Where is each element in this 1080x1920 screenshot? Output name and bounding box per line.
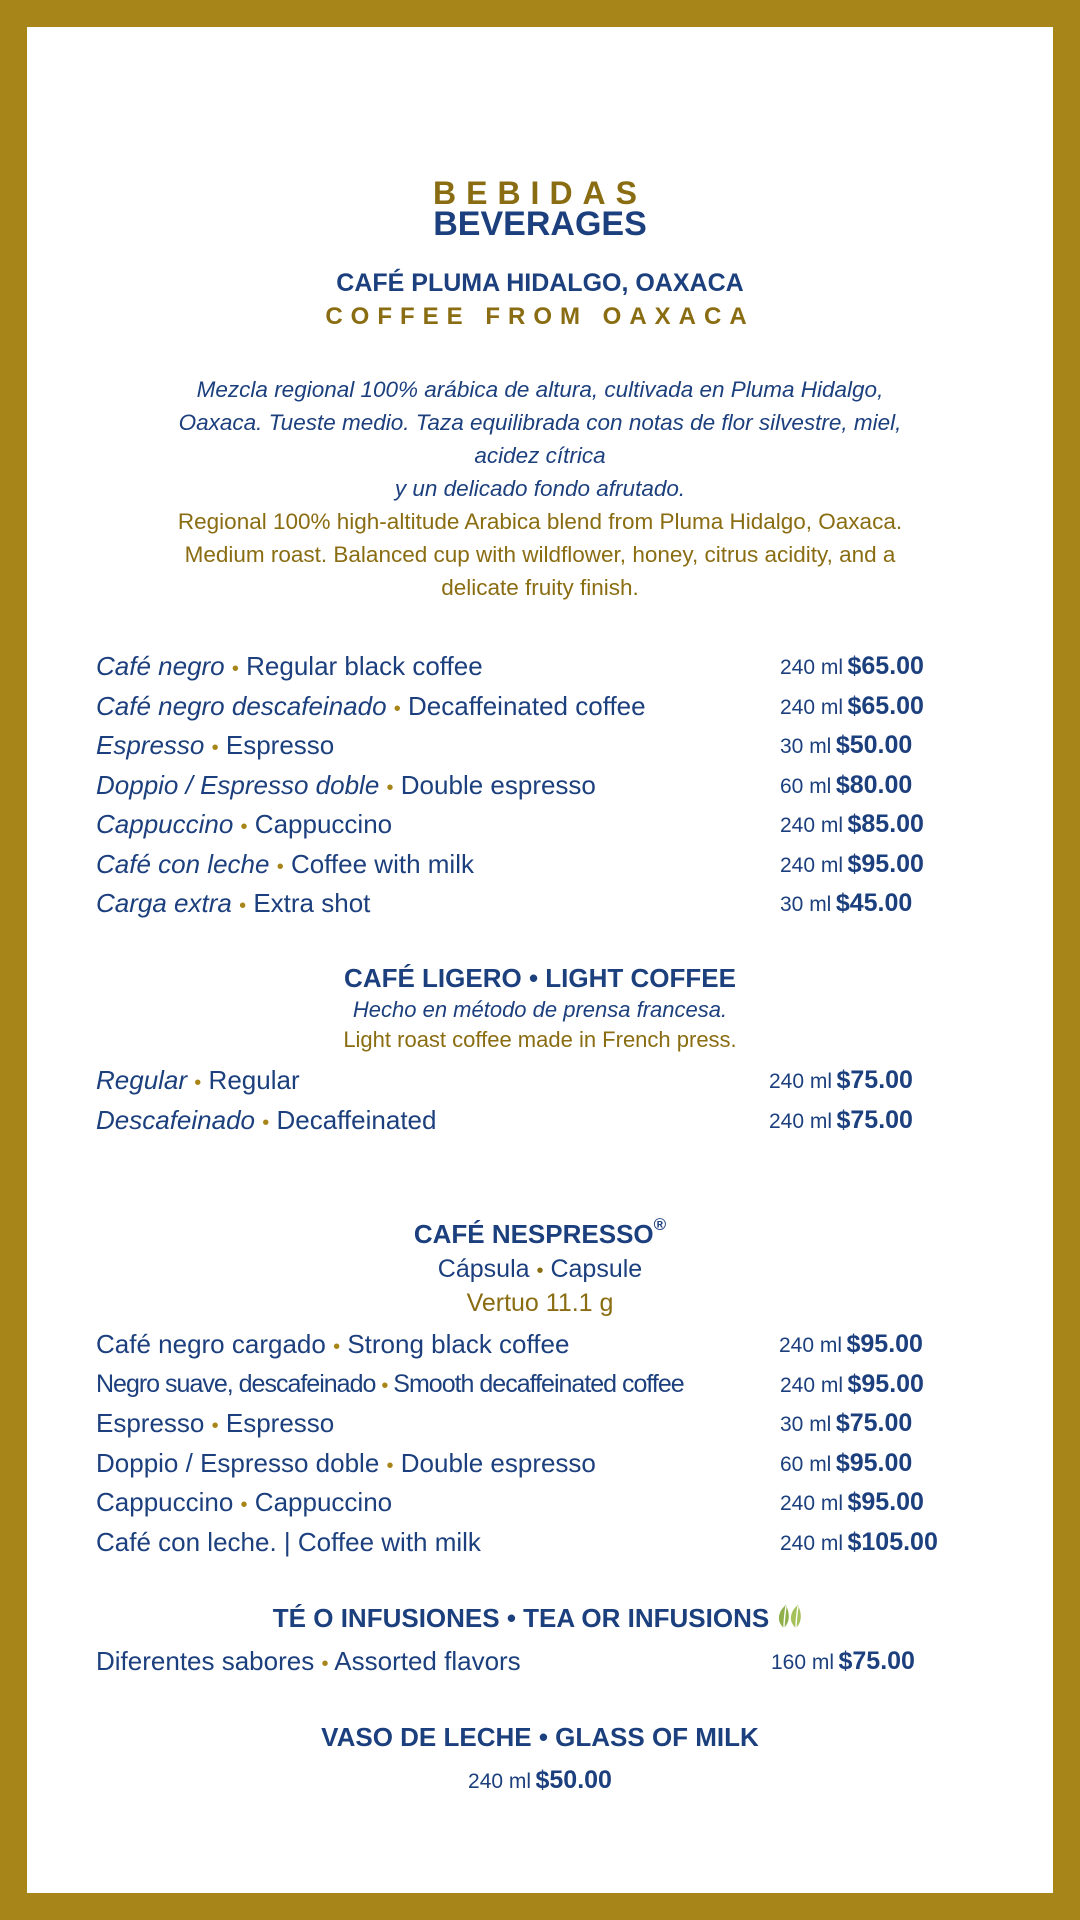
item-name-es: Café con leche. <box>96 1527 277 1557</box>
section-title-milk: VASO DE LECHE • GLASS OF MILK <box>321 1722 759 1752</box>
item-volume: 240 ml <box>769 1070 833 1093</box>
item-name-es: Café negro descafeinado <box>96 691 387 721</box>
separator-dot: • <box>240 1494 248 1516</box>
desc-es-line: acidez cítrica <box>474 443 606 468</box>
item-amount: $45.00 <box>835 889 913 917</box>
item-name-en: Smooth decaffeinated coffee <box>393 1370 684 1398</box>
section-title-nespresso <box>27 1215 1053 1250</box>
item-amount: $95.00 <box>835 1449 913 1477</box>
title-english: BEVERAGES <box>433 205 647 243</box>
separator-dot: • <box>321 1653 329 1675</box>
item-amount: $75.00 <box>838 1647 915 1675</box>
nespresso-capsule <box>27 1255 1053 1284</box>
item-volume: 240 ml <box>780 696 844 719</box>
item-volume: 240 ml <box>780 854 844 877</box>
item-price <box>780 1444 912 1482</box>
item-name-en: Double espresso <box>400 770 596 800</box>
separator-dot: • <box>240 816 248 838</box>
item-price <box>780 1404 912 1442</box>
description-spanish <box>87 373 993 505</box>
item-volume: 240 ml <box>780 1374 844 1397</box>
item-amount: $65.00 <box>847 692 924 720</box>
menu-item <box>96 1325 569 1363</box>
item-name-en: Double espresso <box>400 1448 596 1478</box>
menu-item <box>96 805 392 843</box>
light-coffee-desc-en: Light roast coffee made in French press. <box>343 1027 737 1052</box>
menu-item <box>96 687 646 725</box>
capsule-en: Capsule <box>550 1255 643 1283</box>
item-price <box>780 1365 924 1403</box>
item-name-es: Cappuccino <box>96 809 234 839</box>
menu-item <box>96 884 370 922</box>
desc-en-line: Medium roast. Balanced cup with wildflower, honey, citrus acidity, and a <box>184 542 896 567</box>
item-name-es: Negro suave, descafeinado <box>96 1370 376 1398</box>
item-volume: 240 ml <box>780 656 844 679</box>
item-name-en: Strong black coffee <box>347 1329 570 1359</box>
section-subtitle-oaxaca: COFFEE FROM OAXACA <box>325 303 755 330</box>
item-name-es: Doppio / Espresso doble <box>96 770 380 800</box>
separator-dot: • <box>194 1072 202 1094</box>
item-amount: $65.00 <box>847 652 924 680</box>
item-name-es: Espresso <box>96 1408 205 1438</box>
item-amount: $95.00 <box>847 1488 924 1516</box>
separator-dot: • <box>211 1415 219 1437</box>
item-price <box>780 766 912 804</box>
item-price <box>780 687 924 725</box>
item-volume: 240 ml <box>780 814 844 837</box>
item-amount: $50.00 <box>535 1766 612 1794</box>
menu-item <box>96 1101 436 1139</box>
menu-item <box>96 1642 521 1680</box>
separator-dot: • <box>393 698 401 720</box>
item-amount: $95.00 <box>846 1330 923 1358</box>
menu-item <box>96 1444 596 1482</box>
item-price <box>769 1061 913 1099</box>
item-volume: 30 ml <box>780 735 832 758</box>
item-amount: $80.00 <box>835 771 913 799</box>
item-price <box>780 845 924 883</box>
item-volume: 240 ml <box>780 1492 844 1515</box>
item-volume: 30 ml <box>780 893 832 916</box>
item-price <box>780 1483 924 1521</box>
item-price <box>780 647 924 685</box>
menu-item <box>96 1483 392 1521</box>
desc-en-line: delicate fruity finish. <box>441 575 639 600</box>
item-volume: 240 ml <box>769 1110 833 1133</box>
separator-dot: • <box>262 1112 270 1134</box>
item-amount: $95.00 <box>847 1370 924 1398</box>
item-name-en: Cappuccino <box>254 809 393 839</box>
item-amount: $75.00 <box>836 1066 913 1094</box>
item-volume: 240 ml <box>780 1532 844 1555</box>
desc-en-line: Regional 100% high-altitude Arabica blend from Pluma Hidalgo, Oaxaca. <box>177 509 903 534</box>
separator-dot: • <box>386 777 394 799</box>
desc-es-line: y un delicado fondo afrutado. <box>394 476 686 501</box>
section-title-tea <box>27 1603 1053 1637</box>
section-title-light-coffee: CAFÉ LIGERO • LIGHT COFFEE <box>344 963 736 993</box>
menu-item <box>96 726 334 764</box>
item-name-en: Espresso <box>225 730 335 760</box>
item-name-es: Descafeinado <box>96 1105 255 1135</box>
separator-dot: • <box>231 658 239 680</box>
capsule-es: Cápsula <box>437 1255 530 1283</box>
item-name-en: Assorted flavors <box>334 1646 521 1676</box>
item-volume: 60 ml <box>780 1453 832 1476</box>
description-english <box>87 505 993 604</box>
separator-dot: • <box>381 1375 388 1397</box>
item-price <box>769 1101 913 1139</box>
item-amount: $50.00 <box>835 731 913 759</box>
separator-dot: • <box>386 1455 394 1477</box>
item-volume: 30 ml <box>780 1413 832 1436</box>
item-price <box>771 1642 915 1680</box>
item-name-en: Extra shot <box>253 888 371 918</box>
item-volume: 160 ml <box>771 1651 835 1674</box>
section-title-oaxaca: CAFÉ PLUMA HIDALGO, OAXACA <box>336 269 744 297</box>
item-price <box>779 1325 923 1363</box>
separator-dot: • <box>211 737 219 759</box>
item-amount: $75.00 <box>836 1106 913 1134</box>
milk-price <box>27 1761 1053 1799</box>
separator-dot: • <box>239 895 247 917</box>
item-name-en: Regular <box>208 1065 300 1095</box>
item-price <box>780 805 924 843</box>
separator-bar: | <box>283 1527 291 1557</box>
item-amount: $85.00 <box>847 810 924 838</box>
item-name-en: Coffee with milk <box>290 849 474 879</box>
item-name-es: Café negro <box>96 651 225 681</box>
item-name-en: Decaffeinated coffee <box>408 691 646 721</box>
light-coffee-desc-es: Hecho en método de prensa francesa. <box>352 997 728 1022</box>
item-volume: 240 ml <box>468 1770 532 1793</box>
separator-dot: • <box>333 1336 341 1358</box>
item-name-es: Doppio / Espresso doble <box>96 1448 380 1478</box>
desc-es-line: Oaxaca. Tueste medio. Taza equilibrada con notas de flor silvestre, miel, <box>178 410 902 435</box>
item-price <box>780 1523 938 1561</box>
menu-item <box>96 1061 300 1099</box>
item-name-es: Carga extra <box>96 888 232 918</box>
item-amount: $95.00 <box>847 850 924 878</box>
desc-es-line: Mezcla regional 100% arábica de altura, cultivada en Pluma Hidalgo, <box>196 377 884 402</box>
item-volume: 240 ml <box>779 1334 843 1357</box>
item-name-es: Café negro cargado <box>96 1329 326 1359</box>
item-name-en: Espresso <box>225 1408 335 1438</box>
menu-item <box>96 1523 481 1561</box>
item-name-es: Espresso <box>96 730 205 760</box>
leaf-icon <box>775 1604 807 1637</box>
tea-title-text: TÉ O INFUSIONES • TEA OR INFUSIONS <box>272 1603 770 1633</box>
menu-page <box>27 27 1053 1893</box>
menu-item <box>96 1404 334 1442</box>
separator-dot: • <box>276 856 284 878</box>
registered-mark: ® <box>653 1215 667 1234</box>
item-name-en: Coffee with milk <box>297 1527 481 1557</box>
menu-item <box>96 647 483 685</box>
item-name-en: Regular black coffee <box>246 651 483 681</box>
nespresso-title-text: CAFÉ NESPRESSO <box>413 1219 654 1249</box>
item-name-es: Diferentes sabores <box>96 1646 315 1676</box>
menu-item <box>96 1365 684 1403</box>
title-spanish: BEBIDAS <box>432 175 647 211</box>
separator-dot: • <box>536 1260 544 1282</box>
item-name-es: Café con leche <box>96 849 270 879</box>
item-name-es: Cappuccino <box>96 1487 234 1517</box>
item-price <box>780 884 912 922</box>
item-name-es: Regular <box>96 1065 188 1095</box>
item-price <box>780 726 912 764</box>
item-amount: $75.00 <box>835 1409 913 1437</box>
item-amount: $105.00 <box>847 1528 938 1556</box>
nespresso-spec: Vertuo 11.1 g <box>466 1289 614 1317</box>
item-name-en: Decaffeinated <box>276 1105 437 1135</box>
item-volume: 60 ml <box>780 775 832 798</box>
menu-item <box>96 845 474 883</box>
menu-item <box>96 766 596 804</box>
item-name-en: Cappuccino <box>254 1487 393 1517</box>
